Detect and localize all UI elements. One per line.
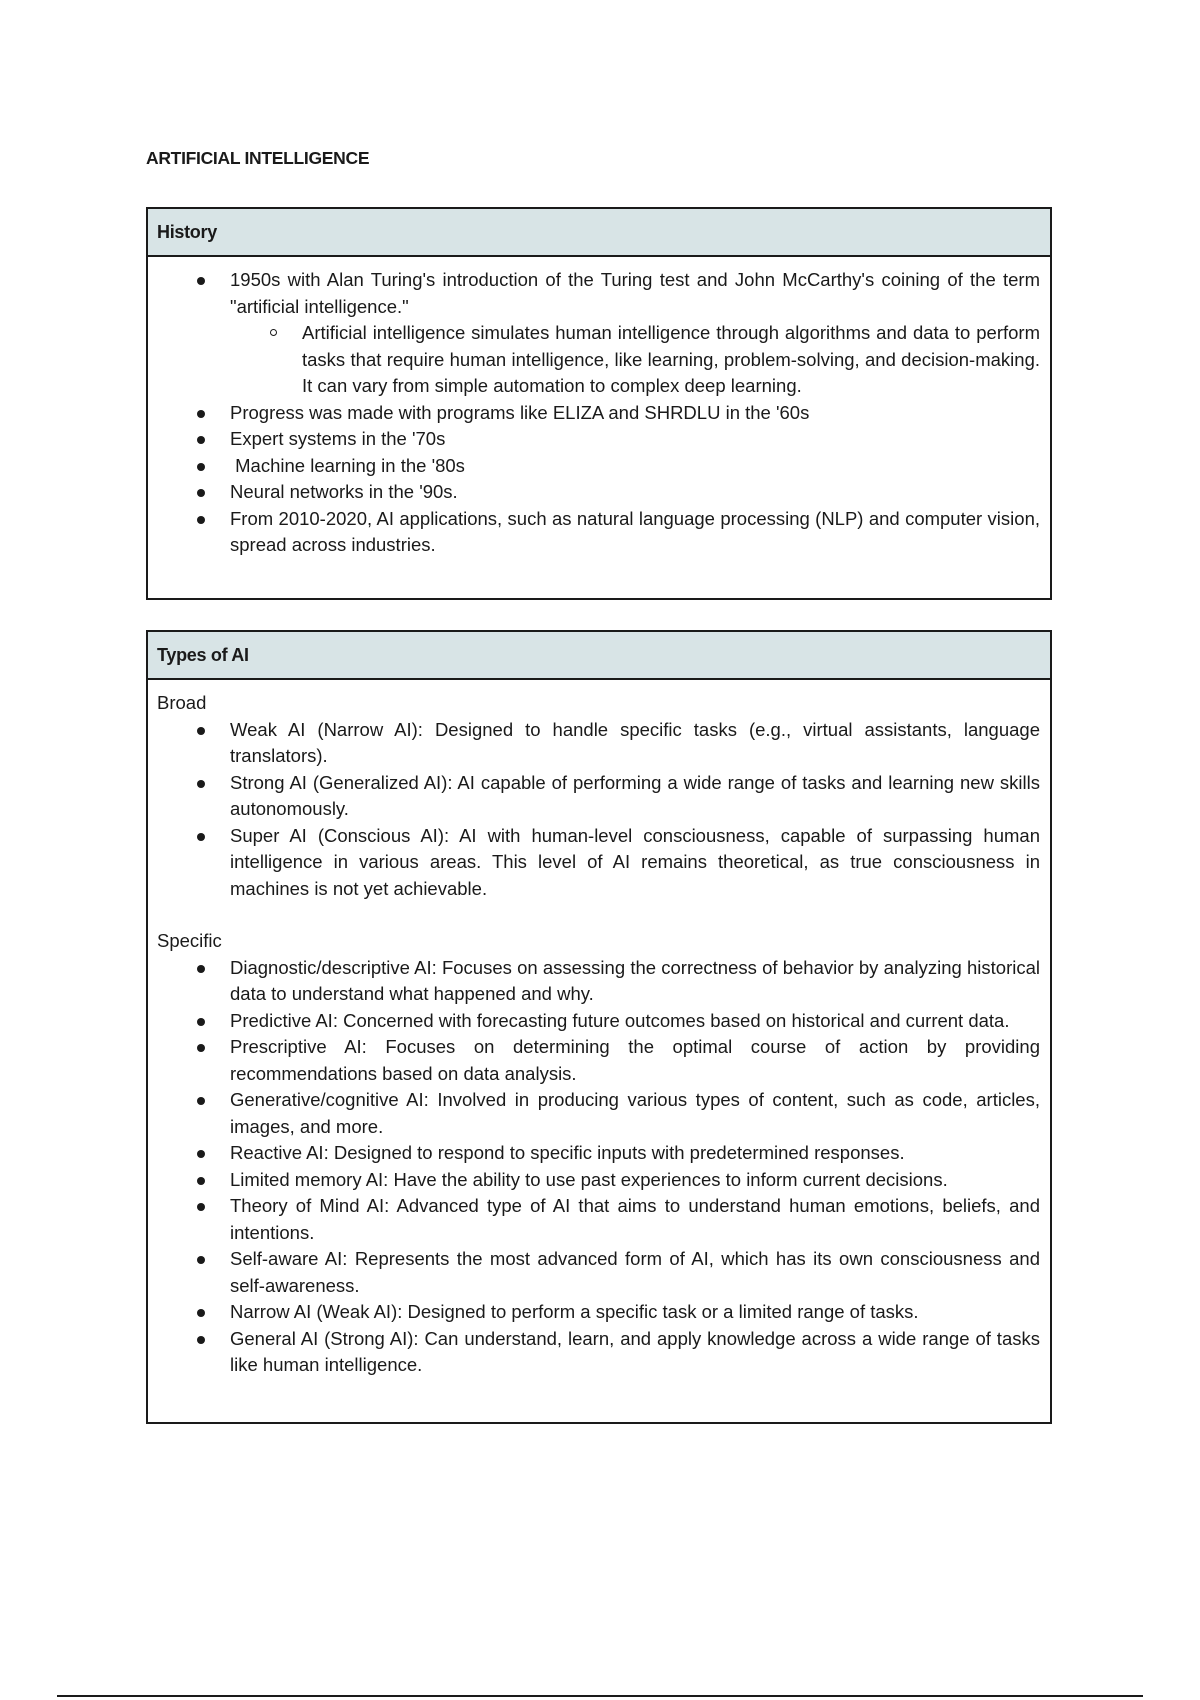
types-header: Types of AI [148, 632, 1050, 680]
document-title: ARTIFICIAL INTELLIGENCE [146, 148, 370, 168]
history-subitem: Artificial intelligence simulates human intelligence through algorithms and data to perform tasks that require human intelligence, like learning, problem-solving, and decision-making. It can vary from simple automation to complex deep learning. [157, 320, 1040, 400]
specific-item: General AI (Strong AI): Can understand, learn, and apply knowledge across a wide range of tasks like human intelligence. [157, 1326, 1040, 1379]
broad-list [157, 717, 1040, 903]
history-list [157, 267, 1040, 559]
broad-item: Weak AI (Narrow AI): Designed to handle specific tasks (e.g., virtual assistants, language translators). [157, 717, 1040, 770]
history-item: Machine learning in the '80s [157, 453, 1040, 480]
broad-item: Super AI (Conscious AI): AI with human-level consciousness, capable of surpassing human intelligence in various areas. This level of AI remains theoretical, as true consciousness in machines is not yet achievable. [157, 823, 1040, 903]
types-section [146, 630, 1052, 1424]
specific-item: Theory of Mind AI: Advanced type of AI that aims to understand human emotions, beliefs, and intentions. [157, 1193, 1040, 1246]
history-item: Expert systems in the '70s [157, 426, 1040, 453]
history-sublist [157, 320, 1040, 400]
types-body [148, 680, 1050, 1387]
history-item: Progress was made with programs like ELIZA and SHRDLU in the '60s [157, 400, 1040, 427]
specific-item: Predictive AI: Concerned with forecasting future outcomes based on historical and current data. [157, 1008, 1040, 1035]
broad-item: Strong AI (Generalized AI): AI capable of performing a wide range of tasks and learning new skills autonomously. [157, 770, 1040, 823]
specific-label: Specific [157, 930, 222, 951]
footer-rule [57, 1695, 1143, 1697]
broad-label: Broad [157, 692, 207, 713]
specific-item: Narrow AI (Weak AI): Designed to perform a specific task or a limited range of tasks. [157, 1299, 1040, 1326]
history-section [146, 207, 1052, 600]
specific-item: Reactive AI: Designed to respond to specific inputs with predetermined responses. [157, 1140, 1040, 1167]
history-item: From 2010-2020, AI applications, such as natural language processing (NLP) and computer vision, spread across industries. [157, 506, 1040, 559]
history-item: Neural networks in the '90s. [157, 479, 1040, 506]
history-sublist-wrapper [157, 320, 1040, 400]
specific-list [157, 955, 1040, 1379]
specific-item: Self-aware AI: Represents the most advanced form of AI, which has its own consciousness and self-awareness. [157, 1246, 1040, 1299]
history-header: History [148, 209, 1050, 257]
specific-item: Generative/cognitive AI: Involved in producing various types of content, such as code, articles, images, and more. [157, 1087, 1040, 1140]
history-item: 1950s with Alan Turing's introduction of the Turing test and John McCarthy's coining of the term "artificial intelligence." [157, 267, 1040, 320]
specific-item: Diagnostic/descriptive AI: Focuses on assessing the correctness of behavior by analyzing historical data to understand what happened and why. [157, 955, 1040, 1008]
history-body [148, 257, 1050, 567]
spacer [157, 902, 1040, 928]
specific-item: Limited memory AI: Have the ability to use past experiences to inform current decisions. [157, 1167, 1040, 1194]
specific-item: Prescriptive AI: Focuses on determining the optimal course of action by providing recommendations based on data analysis. [157, 1034, 1040, 1087]
